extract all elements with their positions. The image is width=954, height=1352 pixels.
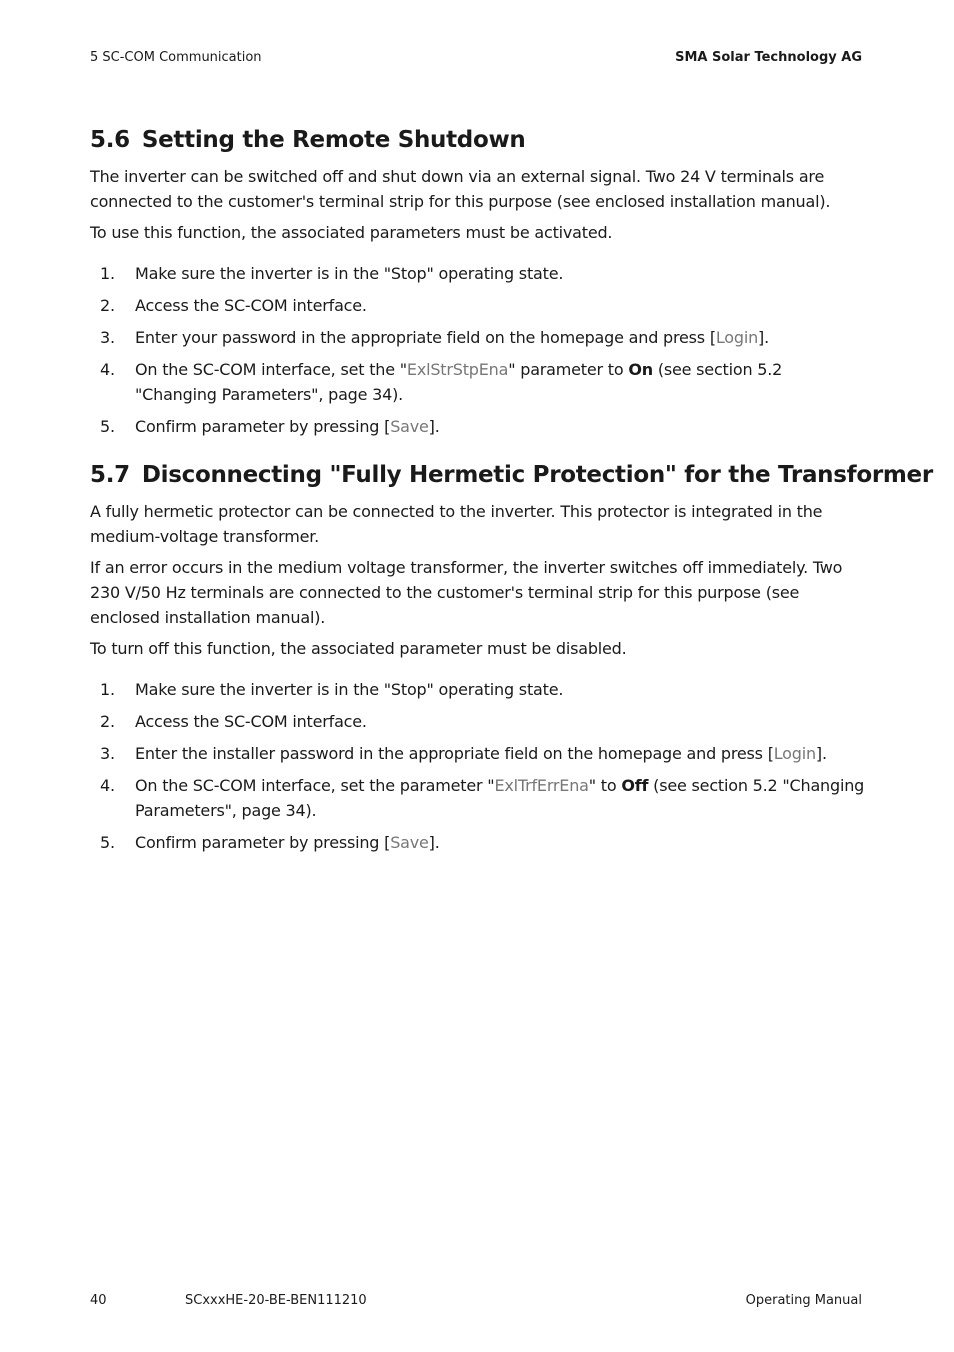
ui-element-login: Login	[715, 328, 759, 347]
step-text: (see section 5.2 "Changing Parameters", page 34).	[135, 360, 783, 404]
step-number: 1.	[100, 680, 115, 699]
body-paragraph: To use this function, the associated parameters must be activated.	[90, 223, 613, 242]
step-number: 3.	[100, 744, 115, 763]
step-item	[90, 677, 866, 702]
section-number: 5.7	[90, 462, 130, 488]
step-number: 1.	[100, 264, 115, 283]
ui-element-save: Save	[390, 833, 429, 852]
step-number: 4.	[100, 776, 115, 795]
step-text: ].	[815, 744, 827, 763]
step-item	[90, 830, 866, 855]
step-number: 2.	[100, 296, 115, 315]
section-title: Setting the Remote Shutdown	[141, 127, 526, 153]
step-list	[90, 677, 866, 855]
section-number: 5.6	[90, 127, 130, 153]
step-item	[90, 325, 866, 350]
page-body	[90, 122, 933, 862]
step-text: " parameter to	[508, 360, 629, 379]
step-item	[90, 357, 866, 407]
footer-document-type: Operating Manual	[745, 1293, 862, 1308]
step-list	[90, 261, 866, 439]
step-text: Access the SC-COM interface.	[135, 712, 367, 731]
ui-element-save: Save	[390, 417, 429, 436]
step-item	[90, 293, 866, 318]
step-number: 2.	[100, 712, 115, 731]
running-header-company: SMA Solar Technology AG	[675, 50, 862, 65]
step-text: Confirm parameter by pressing [	[135, 417, 391, 436]
step-text: ].	[428, 833, 440, 852]
step-item	[90, 261, 866, 286]
running-header-chapter: 5 SC-COM Communication	[90, 50, 262, 65]
body-paragraph: If an error occurs in the medium voltage transformer, the inverter switches off immediately. Two 230 V/50 Hz terminals are connected to the customer's terminal strip for this purpose (see enclosed installation manual).	[90, 558, 843, 627]
step-text: Enter your password in the appropriate field on the homepage and press [	[135, 328, 716, 347]
step-item	[90, 709, 866, 734]
section-hermetic-protection	[90, 457, 933, 855]
body-paragraph: The inverter can be switched off and shut down via an external signal. Two 24 V terminals are connected to the customer's terminal strip for this purpose (see enclosed installation manual).	[90, 167, 831, 211]
section-heading	[90, 457, 933, 493]
step-text: ].	[428, 417, 440, 436]
ui-element-login: Login	[773, 744, 816, 763]
step-text: (see section 5.2 "Changing Parameters", page 34).	[135, 776, 865, 820]
step-number: 4.	[100, 360, 115, 379]
parameter-name: ExlTrfErrEna	[494, 776, 589, 795]
step-item	[90, 741, 866, 766]
step-text: On the SC-COM interface, set the "	[135, 360, 407, 379]
parameter-value: On	[628, 360, 653, 379]
step-text: Make sure the inverter is in the "Stop" operating state.	[135, 680, 564, 699]
step-text: Access the SC-COM interface.	[135, 296, 367, 315]
body-paragraph: A fully hermetic protector can be connected to the inverter. This protector is integrated in the medium-voltage transformer.	[90, 502, 823, 546]
step-text: Confirm parameter by pressing [	[135, 833, 391, 852]
section-remote-shutdown	[90, 122, 866, 439]
section-heading	[90, 122, 866, 158]
footer-page-number: 40	[90, 1293, 107, 1308]
step-text: " to	[588, 776, 622, 795]
body-paragraph: To turn off this function, the associated parameter must be disabled.	[90, 639, 627, 658]
step-number: 5.	[100, 833, 115, 852]
step-item	[90, 414, 866, 439]
step-number: 5.	[100, 417, 115, 436]
step-text: On the SC-COM interface, set the parameter "	[135, 776, 495, 795]
step-item	[90, 773, 866, 823]
parameter-name: ExlStrStpEna	[406, 360, 509, 379]
step-text: ].	[758, 328, 769, 347]
footer-document-code: SCxxxHE-20-BE-BEN111210	[185, 1293, 367, 1308]
step-number: 3.	[100, 328, 115, 347]
step-text: Make sure the inverter is in the "Stop" operating state.	[135, 264, 564, 283]
parameter-value: Off	[621, 776, 649, 795]
step-text: Enter the installer password in the appropriate field on the homepage and press [	[135, 744, 774, 763]
section-title: Disconnecting "Fully Hermetic Protection" for the Transformer	[141, 462, 933, 488]
